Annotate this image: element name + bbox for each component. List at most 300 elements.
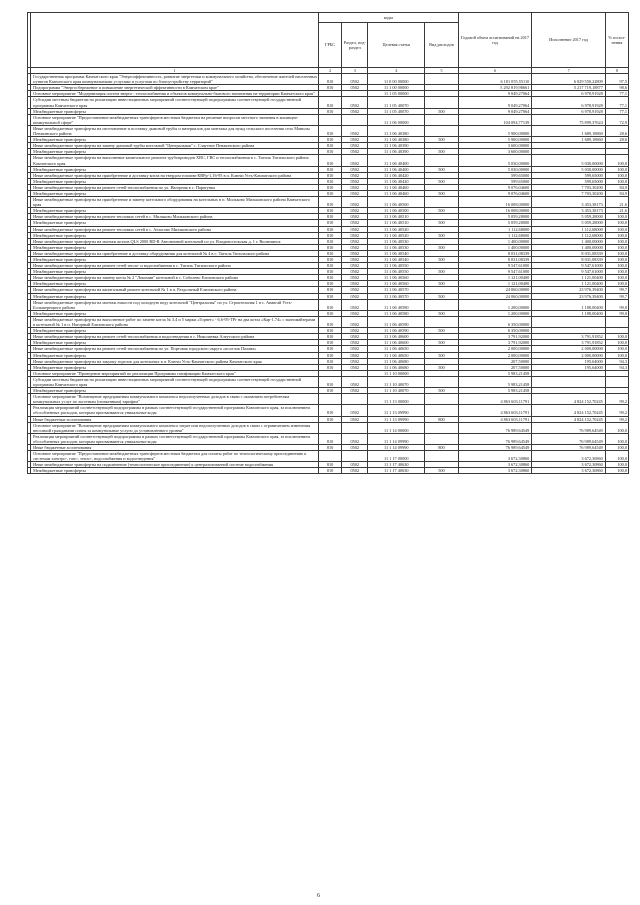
row-kind: 500 xyxy=(425,468,459,474)
row-target: 11 1 06 40680 xyxy=(368,364,425,370)
row-section: 0502 xyxy=(342,214,368,220)
row-plan: 5 059,28000 xyxy=(458,220,532,226)
row-grbs: 810 xyxy=(319,346,342,352)
row-grbs: 810 xyxy=(319,388,342,394)
row-name: Межбюджетные трансферты xyxy=(31,388,319,394)
row-pct: 84,9 xyxy=(605,184,628,190)
row-pct: 99,2 xyxy=(605,416,628,422)
row-plan: 4 863 603,11791 xyxy=(458,394,532,405)
row-target: 11 1 06 40550 xyxy=(368,263,425,269)
row-exec: 6 978,91928 xyxy=(532,97,606,108)
table-row xyxy=(28,316,629,327)
row-grbs: 810 xyxy=(319,376,342,387)
row-section: 0502 xyxy=(342,340,368,346)
row-plan: 5 983,21458 xyxy=(458,376,532,387)
row-pct: 28,6 xyxy=(605,137,628,143)
row-plan: 9 076,04600 xyxy=(458,184,532,190)
row-target: 11 1 06 40570 xyxy=(368,293,425,299)
row-kind xyxy=(425,451,459,462)
row-plan: 9 547,61000 xyxy=(458,263,532,269)
row-section: 0502 xyxy=(342,287,368,293)
row-grbs xyxy=(319,451,342,462)
row-grbs: 810 xyxy=(319,155,342,166)
row-name: Реализация мероприятий соответствующей подпрограммы в рамках соответствующей государственной программы Камчатского края, за исключением обособленных расходов, которым присваиваются уникальные коды xyxy=(31,433,319,444)
row-section: 0502 xyxy=(342,364,368,370)
row-grbs: 810 xyxy=(319,226,342,232)
row-target: 11 1 00 00000 xyxy=(368,85,425,91)
row-exec: 1 121,00400 xyxy=(532,275,606,281)
row-target: 11 1 06 40460 xyxy=(368,184,425,190)
row-exec: 7 703,30200 xyxy=(532,190,606,196)
row-name: Иные межбюджетные трансферты на приобретение и доставку оборудования для котельной № 4 в с. Тигиль Тигильского района xyxy=(31,250,319,256)
table-row xyxy=(28,468,629,474)
row-exec: 75 899,37624 xyxy=(532,114,606,125)
row-grbs: 810 xyxy=(319,416,342,422)
row-target: 11 1 06 40680 xyxy=(368,358,425,364)
row-section xyxy=(342,422,368,433)
row-exec: 2 000,00000 xyxy=(532,346,606,352)
row-section: 0502 xyxy=(342,445,368,451)
row-target: 11 0 00 00000 xyxy=(368,74,425,85)
row-section: 0502 xyxy=(342,85,368,91)
row-section: 0502 xyxy=(342,468,368,474)
row-section: 0502 xyxy=(342,376,368,387)
row-grbs: 810 xyxy=(319,97,342,108)
row-exec: 1 400,00000 xyxy=(532,244,606,250)
row-name: Межбюджетные трансферты xyxy=(31,340,319,346)
table-row xyxy=(28,394,629,405)
row-kind: 500 xyxy=(425,293,459,299)
row-kind xyxy=(425,422,459,433)
row-pct: 99,2 xyxy=(605,405,628,416)
row-target: 11 1 06 40550 xyxy=(368,269,425,275)
row-pct: 100,0 xyxy=(605,178,628,184)
row-grbs: 810 xyxy=(319,275,342,281)
row-pct: 99,0 xyxy=(605,310,628,316)
row-pct: 100,0 xyxy=(605,269,628,275)
row-plan: 9 049,27064 xyxy=(458,108,532,114)
row-section: 0502 xyxy=(342,250,368,256)
row-kind: 800 xyxy=(425,416,459,422)
row-plan: 3 791,92000 xyxy=(458,334,532,340)
row-name: Межбюджетные трансферты xyxy=(31,328,319,334)
row-target: 11 1 06 40420 xyxy=(368,178,425,184)
row-target: 11 1 05 40070 xyxy=(368,108,425,114)
row-plan: 3 600,00000 xyxy=(458,149,532,155)
row-exec: 4 824 152,70245 xyxy=(532,394,606,405)
row-exec: 7 703,30200 xyxy=(532,184,606,190)
row-kind xyxy=(425,376,459,387)
row-pct: 21,6 xyxy=(605,208,628,214)
row-plan: 9 049,27064 xyxy=(458,97,532,108)
row-section: 0502 xyxy=(342,238,368,244)
row-kind: 500 xyxy=(425,281,459,287)
row-target: 11 1 06 40590 xyxy=(368,316,425,327)
row-target: 11 1 06 40510 xyxy=(368,214,425,220)
row-name: Иные межбюджетные трансферты на замену котла № 2 "Локомин" котельной в с. Соболево Елизовского района xyxy=(31,275,319,281)
row-grbs: 810 xyxy=(319,143,342,149)
row-kind xyxy=(425,97,459,108)
row-pct: 72,9 xyxy=(605,114,628,125)
table-row xyxy=(28,97,629,108)
row-target: 11 1 06 40520 xyxy=(368,232,425,238)
row-plan: 3 600,00000 xyxy=(458,143,532,149)
row-plan: 9 076,04600 xyxy=(458,190,532,196)
row-section: 0502 xyxy=(342,388,368,394)
row-name: Иные межбюджетные трансферты на выполнение капитального ремонта трубопроводов ХВС, ГВС и теплоснабжения в с. Тигиль Тигильского района Камчатского края xyxy=(31,155,319,166)
row-grbs xyxy=(319,394,342,405)
row-grbs: 810 xyxy=(319,405,342,416)
row-exec: 3 453,38173 xyxy=(532,197,606,208)
row-plan: 1 200,00000 xyxy=(458,310,532,316)
row-grbs: 810 xyxy=(319,214,342,220)
row-pct: 100,0 xyxy=(605,232,628,238)
row-section: 0502 xyxy=(342,328,368,334)
row-section: 0502 xyxy=(342,155,368,166)
row-plan: 3 672,30860 xyxy=(458,451,532,462)
row-section: 0502 xyxy=(342,197,368,208)
row-pct xyxy=(605,376,628,387)
col-number: 1 xyxy=(31,68,319,74)
row-target: 11 1 06 40560 xyxy=(368,275,425,281)
budget-table-sheet xyxy=(27,12,629,474)
row-target: 11 1 06 40540 xyxy=(368,257,425,263)
row-section: 0502 xyxy=(342,190,368,196)
row-plan: 6 350,00000 xyxy=(458,316,532,327)
row-pct: 77,1 xyxy=(605,97,628,108)
row-plan: 9 547,61000 xyxy=(458,269,532,275)
row-kind xyxy=(425,125,459,136)
row-plan: 599,65000 xyxy=(458,172,532,178)
row-plan: 76 989,64549 xyxy=(458,422,532,433)
header-kind: Вид расходов xyxy=(425,23,459,68)
row-grbs: 810 xyxy=(319,281,342,287)
header-plan: Годовой объем ассигнований на 2017 год xyxy=(458,13,532,68)
row-kind: 500 xyxy=(425,166,459,172)
row-pct: 100,0 xyxy=(605,275,628,281)
row-target: 11 1 10 40070 xyxy=(368,376,425,387)
row-kind xyxy=(425,394,459,405)
row-kind: 500 xyxy=(425,269,459,275)
row-plan: 1 200,00000 xyxy=(458,299,532,310)
budget-execution-table xyxy=(27,12,629,474)
row-plan: 8 031,08339 xyxy=(458,250,532,256)
row-section: 0502 xyxy=(342,310,368,316)
row-kind xyxy=(425,316,459,327)
row-name: Межбюджетные трансферты xyxy=(31,244,319,250)
row-plan: 5 030,00000 xyxy=(458,155,532,166)
row-section: 0502 xyxy=(342,184,368,190)
row-target: 11 1 06 40650 xyxy=(368,346,425,352)
row-pct: 97,5 xyxy=(605,74,628,85)
table-row xyxy=(28,433,629,444)
row-target: 11 1 06 40510 xyxy=(368,220,425,226)
row-kind xyxy=(425,114,459,125)
row-exec: 3 672,30860 xyxy=(532,468,606,474)
row-section: 0502 xyxy=(342,293,368,299)
row-target: 11 1 06 40460 xyxy=(368,190,425,196)
row-pct: 100,0 xyxy=(605,263,628,269)
row-name: Основное мероприятие "Модернизация систем энерго-, теплоснабжения и объектов коммунально-бытового назначения на территории Камчатского края" xyxy=(31,91,319,97)
row-kind xyxy=(425,405,459,416)
row-target: 11 1 10 00000 xyxy=(368,370,425,376)
row-grbs: 810 xyxy=(319,190,342,196)
table-row xyxy=(28,114,629,125)
row-pct: 100,0 xyxy=(605,220,628,226)
row-name: Межбюджетные трансферты xyxy=(31,352,319,358)
row-plan: 207,50000 xyxy=(458,364,532,370)
row-name: Иные межбюджетные трансферты на замену дымовой трубы котельной "Центральная" с. Слаутное Пенжинского района xyxy=(31,143,319,149)
row-plan: 5 030,00000 xyxy=(458,166,532,172)
row-section: 0502 xyxy=(342,358,368,364)
row-name: Государственная программа Камчатского края "Энергоэффективность, развитие энергетики и коммунального хозяйства, обеспечение жителей населенных пунктов Камчатского края коммунальными услугами и услугами по благоустройству территорий" xyxy=(31,74,319,85)
row-grbs: 810 xyxy=(319,197,342,208)
row-name: Субсидии местным бюджетам на реализацию инвестиционных мероприятий соответствующей подпрограммы соответствующей государственной программы Камчатского края xyxy=(31,97,319,108)
row-exec xyxy=(532,376,606,387)
row-pct: 84,9 xyxy=(605,190,628,196)
row-target: 11 1 06 40530 xyxy=(368,244,425,250)
row-target: 11 1 06 40580 xyxy=(368,310,425,316)
row-name: Иные межбюджетные трансферты на монтаж емкости под холодную воду котельной "Центральная" по ул. Строительная 1 в с. Анавгай Усть-Большерецкого района xyxy=(31,299,319,310)
row-target: 11 1 06 40400 xyxy=(368,155,425,166)
row-pct: 99,2 xyxy=(605,394,628,405)
row-name: Межбюджетные трансферты xyxy=(31,257,319,263)
row-name: Подпрограмма "Энергосбережение и повышение энергетической эффективности в Камчатском крае" xyxy=(31,85,319,91)
row-target: 11 1 06 40390 xyxy=(368,149,425,155)
row-exec: 5 030,00000 xyxy=(532,166,606,172)
row-exec: 5 030,00000 xyxy=(532,155,606,166)
row-exec: 1 400,00000 xyxy=(532,238,606,244)
row-kind: 500 xyxy=(425,310,459,316)
row-grbs: 810 xyxy=(319,74,342,85)
row-name: Основное мероприятие "Предоставление межбюджетных трансфертов местным бюджетам для оплаты работ по технологическому присоединению к системам электро-, газо-, тепло-, водоснабжения и водоотведения" xyxy=(31,451,319,462)
header-codes: коды xyxy=(319,13,459,23)
row-kind: 500 xyxy=(425,108,459,114)
table-row xyxy=(28,74,629,85)
row-exec: 5 217 719,18877 xyxy=(532,85,606,91)
row-grbs: 810 xyxy=(319,340,342,346)
header-name-blank xyxy=(31,13,319,68)
row-pct: 100,0 xyxy=(605,334,628,340)
row-section: 0502 xyxy=(342,232,368,238)
row-target: 11 1 06 00000 xyxy=(368,114,425,125)
row-name: Иные межбюджетные трансферты на ремонт сетей тепло- и водоснабжения в с. Тигиль Тигильского района xyxy=(31,263,319,269)
row-exec: 76 989,64549 xyxy=(532,422,606,433)
row-exec: 2 000,00000 xyxy=(532,352,606,358)
row-name: Межбюджетные трансферты xyxy=(31,220,319,226)
row-exec: 1 689,18860 xyxy=(532,137,606,143)
row-name: Иные межбюджетные трансферты на подключение (технологическое присоединение) к централизованной системе водоснабжения xyxy=(31,462,319,468)
row-section: 0502 xyxy=(342,346,368,352)
row-name: Межбюджетные трансферты xyxy=(31,208,319,214)
row-pct: 100,0 xyxy=(605,172,628,178)
row-pct: 100,0 xyxy=(605,422,628,433)
row-name: Иные межбюджетные трансферты на ремонт тепловых сетей в с. Мильково Мильковского района xyxy=(31,214,319,220)
row-target: 11 1 17 40630 xyxy=(368,462,425,468)
row-grbs: 810 xyxy=(319,184,342,190)
row-grbs: 810 xyxy=(319,257,342,263)
table-row xyxy=(28,376,629,387)
row-plan: 2 000,00000 xyxy=(458,346,532,352)
row-grbs: 810 xyxy=(319,293,342,299)
row-grbs: 810 xyxy=(319,232,342,238)
row-plan: 5 292 819,98661 xyxy=(458,85,532,91)
row-pct: 99,7 xyxy=(605,287,628,293)
row-exec: 599,65000 xyxy=(532,178,606,184)
row-pct: 100,0 xyxy=(605,155,628,166)
row-exec: 76 989,64549 xyxy=(532,433,606,444)
col-number: 5 xyxy=(425,68,459,74)
row-plan: 5 983,21458 xyxy=(458,388,532,394)
row-exec: 3 791,91852 xyxy=(532,340,606,346)
row-pct: 100,0 xyxy=(605,166,628,172)
table-row xyxy=(28,299,629,310)
row-pct: 99,0 xyxy=(605,299,628,310)
row-pct: 98,6 xyxy=(605,85,628,91)
row-kind xyxy=(425,433,459,444)
row-kind: 500 xyxy=(425,137,459,143)
row-exec xyxy=(532,316,606,327)
row-plan: 16 008,00000 xyxy=(458,197,532,208)
row-name: Межбюджетные трансферты xyxy=(31,190,319,196)
row-name: Иные межбюджетные трансферты на ремонт сетей теплоснабжения по ул. Нагорная в с. Паратунка xyxy=(31,184,319,190)
row-section: 0502 xyxy=(342,257,368,263)
row-kind: 500 xyxy=(425,257,459,263)
row-grbs: 810 xyxy=(319,358,342,364)
row-exec: 1 121,00400 xyxy=(532,281,606,287)
row-target: 11 1 06 40530 xyxy=(368,238,425,244)
row-exec: 1 689,18860 xyxy=(532,125,606,136)
row-target: 11 1 14 00000 xyxy=(368,422,425,433)
row-kind xyxy=(425,299,459,310)
row-exec: 1 188,00400 xyxy=(532,299,606,310)
row-name: Иные межбюджетные трансферты на закупку горелок для котельных в п. Ключи Усть-Камчатского района Камчатского края xyxy=(31,358,319,364)
row-exec: 76 989,64549 xyxy=(532,445,606,451)
col-number: 2 xyxy=(319,68,342,74)
row-plan: 76 989,64549 xyxy=(458,445,532,451)
row-plan: 8 031,08339 xyxy=(458,257,532,263)
row-exec: 4 824 152,70245 xyxy=(532,416,606,422)
row-kind: 500 xyxy=(425,149,459,155)
row-plan: 16 008,00000 xyxy=(458,208,532,214)
row-grbs: 810 xyxy=(319,125,342,136)
row-grbs: 810 xyxy=(319,287,342,293)
row-exec: 6 978,91928 xyxy=(532,91,606,97)
table-row xyxy=(28,422,629,433)
row-grbs: 810 xyxy=(319,445,342,451)
row-target: 11 1 06 40500 xyxy=(368,208,425,214)
row-kind: 500 xyxy=(425,340,459,346)
row-target: 11 1 17 40630 xyxy=(368,468,425,474)
row-plan: 1 121,00400 xyxy=(458,281,532,287)
row-exec: 5 059,28000 xyxy=(532,220,606,226)
row-grbs: 810 xyxy=(319,85,342,91)
row-grbs: 810 xyxy=(319,220,342,226)
row-plan: 3 791,92000 xyxy=(458,340,532,346)
row-name: Межбюджетные трансферты xyxy=(31,232,319,238)
row-grbs: 810 xyxy=(319,364,342,370)
row-section: 0502 xyxy=(342,226,368,232)
row-name: Иные межбюджетные трансферты на приобретение и замену котельного оборудования на котельных в п. Мильково Мильковского района Камчатского края xyxy=(31,197,319,208)
row-target: 11 1 13 09990 xyxy=(368,405,425,416)
row-target: 11 1 14 09990 xyxy=(368,445,425,451)
row-name: Иные межбюджетные трансферты на выполнение работ по замене котла № 3,4 и 5 марки «Горнет» - 6,6-95-ТРг на два котла «Кар-1,74» с экономайзерами в котельной № 1 в п. Нагорный Елизовского района xyxy=(31,316,319,327)
row-exec: 1 112,68000 xyxy=(532,226,606,232)
row-section: 0502 xyxy=(342,97,368,108)
row-exec: 23 976,39400 xyxy=(532,287,606,293)
row-name: Иные межбюджетные трансферты на ремонт тепловых сетей в с. Атласово Мильковского района xyxy=(31,226,319,232)
row-grbs: 810 xyxy=(319,433,342,444)
row-section: 0502 xyxy=(342,137,368,143)
row-pct: 99,7 xyxy=(605,293,628,299)
row-exec: 195,64000 xyxy=(532,364,606,370)
row-kind xyxy=(425,197,459,208)
row-section: 0502 xyxy=(342,143,368,149)
col-number: 3 xyxy=(342,68,368,74)
header-exec: Исполнение 2017 год xyxy=(532,13,606,68)
row-kind xyxy=(425,155,459,166)
row-grbs: 810 xyxy=(319,250,342,256)
row-section: 0502 xyxy=(342,74,368,85)
row-grbs: 810 xyxy=(319,238,342,244)
row-plan: 5 059,28000 xyxy=(458,214,532,220)
row-target: 11 1 13 09990 xyxy=(368,416,425,422)
row-name: Иные межбюджетные трансферты на приобретение и доставку котла на твердом топливе КВРр-1,16-95 в п. Ключи Усть-Камчатского района xyxy=(31,172,319,178)
row-section: 0502 xyxy=(342,281,368,287)
table-row xyxy=(28,451,629,462)
row-grbs: 810 xyxy=(319,172,342,178)
row-plan: 1 400,00000 xyxy=(458,244,532,250)
row-exec: 9 547,61000 xyxy=(532,269,606,275)
row-plan: 1 112,68000 xyxy=(458,232,532,238)
row-kind: 500 xyxy=(425,388,459,394)
row-name: Межбюджетные трансферты xyxy=(31,364,319,370)
row-plan: 76 989,64549 xyxy=(458,433,532,444)
row-pct: 77,1 xyxy=(605,108,628,114)
row-section: 0502 xyxy=(342,275,368,281)
row-plan: 5 900,00000 xyxy=(458,137,532,143)
row-section: 0502 xyxy=(342,352,368,358)
row-section xyxy=(342,394,368,405)
row-target: 11 1 06 40380 xyxy=(368,137,425,143)
row-section: 0502 xyxy=(342,108,368,114)
row-section: 0502 xyxy=(342,316,368,327)
row-exec: 195,64000 xyxy=(532,358,606,364)
row-section xyxy=(342,114,368,125)
row-name: Иные бюджетные ассигнования xyxy=(31,416,319,422)
row-target: 11 1 06 40560 xyxy=(368,281,425,287)
row-target: 11 1 06 40380 xyxy=(368,125,425,136)
row-name: Межбюджетные трансферты xyxy=(31,108,319,114)
page-mark: 6 xyxy=(317,893,320,899)
row-grbs: 810 xyxy=(319,137,342,143)
row-name: Межбюджетные трансферты xyxy=(31,468,319,474)
row-section: 0502 xyxy=(342,172,368,178)
row-section: 0502 xyxy=(342,208,368,214)
row-plan: 3 672,30860 xyxy=(458,462,532,468)
row-target: 11 1 06 40570 xyxy=(368,287,425,293)
row-kind: 500 xyxy=(425,328,459,334)
col-number: 4 xyxy=(368,68,425,74)
row-plan: 4 863 603,11791 xyxy=(458,405,532,416)
row-exec: 23 976,39400 xyxy=(532,293,606,299)
row-name: Межбюджетные трансферты xyxy=(31,166,319,172)
col-number: 8 xyxy=(605,68,628,74)
row-name: Межбюджетные трансферты xyxy=(31,293,319,299)
row-plan: 4 863 603,11791 xyxy=(458,416,532,422)
row-grbs: 810 xyxy=(319,178,342,184)
row-pct: 100,0 xyxy=(605,257,628,263)
